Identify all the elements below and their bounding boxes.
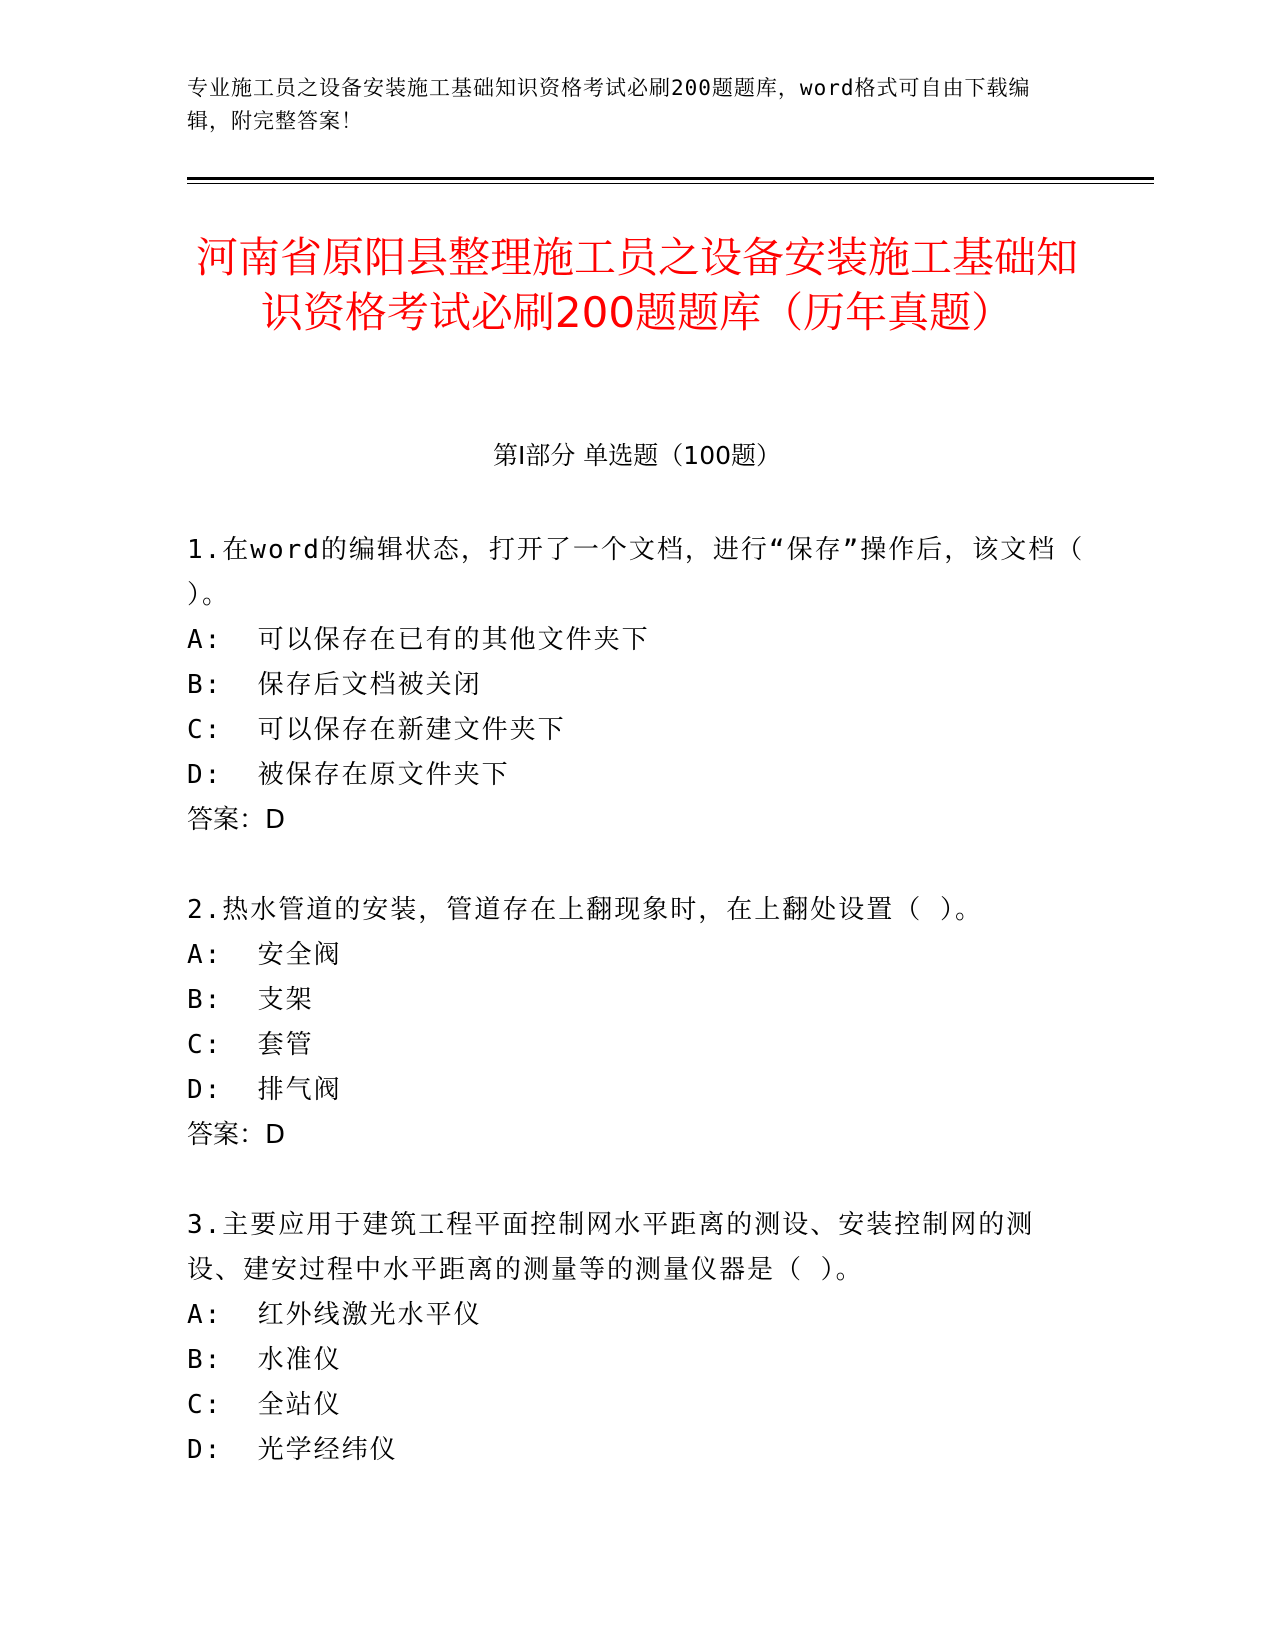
document-title: 河南省原阳县整理施工员之设备安装施工基础知识资格考试必刷200题题库（历年真题）	[195, 233, 1078, 337]
question-stem: 3.主要应用于建筑工程平面控制网水平距离的测设、安装控制网的测设、建安过程中水平距离的测量等的测量仪器是（ ）。	[187, 1210, 1035, 1285]
option-d: D: 排气阀	[187, 1075, 342, 1105]
question-stem: 1.在word的编辑状态，打开了一个文档，进行“保存”操作后，该文档（ ）。	[187, 535, 1085, 610]
option-d: D: 被保存在原文件夹下	[187, 760, 510, 790]
question-list	[187, 528, 1087, 1518]
option-c: C: 全站仪	[187, 1390, 342, 1420]
option-a: A: 红外线激光水平仪	[187, 1300, 482, 1330]
question-stem: 2.热水管道的安装，管道存在上翻现象时，在上翻处设置（ ）。	[187, 895, 983, 925]
option-b: B: 保存后文档被关闭	[187, 670, 482, 700]
option-b: B: 支架	[187, 985, 314, 1015]
option-c: C: 套管	[187, 1030, 314, 1060]
option-a: A: 可以保存在已有的其他文件夹下	[187, 625, 650, 655]
header-rule-thin	[187, 183, 1154, 184]
question-1	[187, 528, 1087, 843]
option-c: C: 可以保存在新建文件夹下	[187, 715, 566, 745]
option-a: A: 安全阀	[187, 940, 342, 970]
header-note: 专业施工员之设备安装施工基础知识资格考试必刷200题题库，word格式可自由下载编辑，附完整答案！	[187, 76, 1031, 133]
answer: 答案：D	[187, 805, 286, 835]
header-rule-thick	[187, 177, 1154, 180]
option-b: B: 水准仪	[187, 1345, 342, 1375]
option-d: D: 光学经纬仪	[187, 1435, 398, 1465]
section-heading: 第Ⅰ部分 单选题（100题）	[492, 441, 782, 470]
question-2	[187, 888, 1087, 1158]
question-3	[187, 1203, 1087, 1473]
answer: 答案：D	[187, 1120, 286, 1150]
